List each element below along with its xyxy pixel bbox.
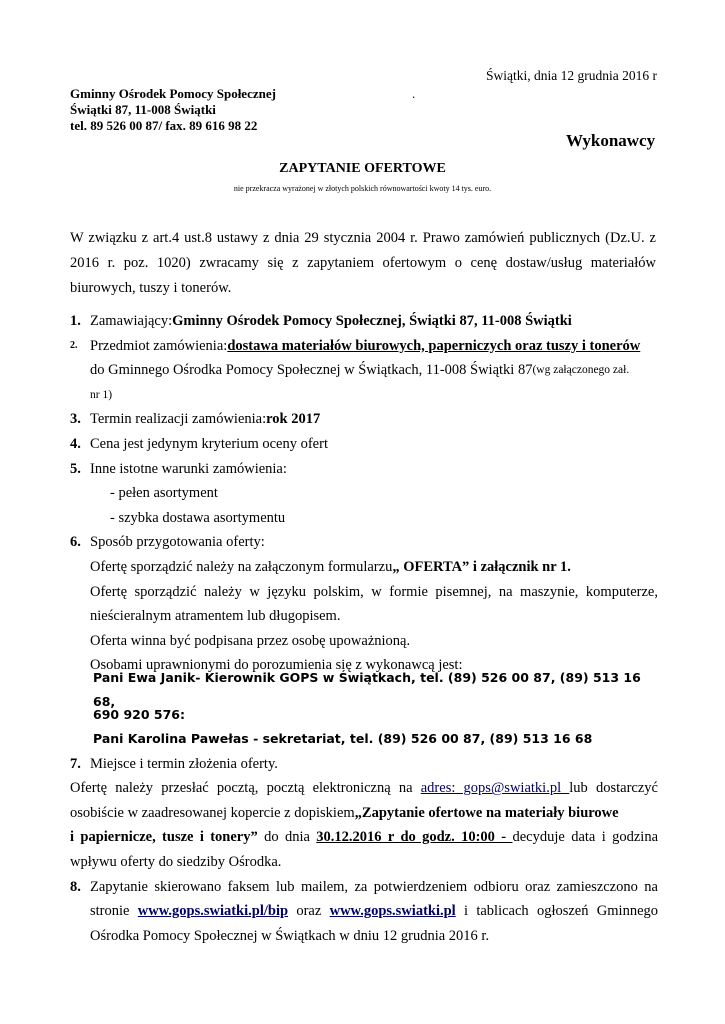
item-1	[70, 309, 658, 334]
item-label: Termin realizacji zamówienia:	[90, 411, 267, 428]
item-number: 8.	[70, 878, 81, 895]
item-text: Ofertę sporządzić należy na załączonym formularzu	[90, 558, 393, 575]
item-8-line	[70, 924, 658, 949]
item-ref: (wg załączonego zał.	[532, 364, 630, 377]
item-number: 6.	[70, 534, 81, 551]
item-4	[70, 432, 658, 457]
contact-text: Pani Karolina Pawełas - sekretariat, tel. (89) 526 00 87, (89) 513 16 68	[93, 731, 593, 747]
item-text-part: stronie	[90, 903, 138, 920]
item-2	[70, 334, 658, 359]
item-7-line	[70, 825, 658, 850]
item-text-part: decyduje data i godzina	[512, 829, 658, 846]
sub-item: - szybka dostawa asortymentu	[110, 509, 286, 526]
item-3	[70, 407, 658, 432]
title-note: nie przekracza wyrażonej w złotych polskich równowartości kwoty 14 tys. euro.	[233, 184, 492, 193]
contact-person	[70, 669, 658, 710]
intro-paragraph: W związku z art.4 ust.8 ustawy z dnia 29 stycznia 2004 r. Prawo zamówień publicznych (Dz.U. z 2016 r. poz. 1020) zwracamy się z zapytaniem ofertowym o cenę dostaw/usług materiałów biurowych, tuszy i tonerów.	[70, 230, 656, 297]
item-5	[70, 457, 658, 482]
website-link[interactable]: www.gops.swiatki.pl	[329, 903, 456, 920]
item-number: 4.	[70, 435, 81, 452]
item-2-cont	[70, 358, 658, 383]
item-text-bold: i papiernicze, tusze i tonery”	[70, 829, 258, 846]
item-7-line	[70, 801, 658, 826]
item-text-part: do dnia	[257, 829, 317, 846]
item-6-line	[70, 555, 658, 580]
item-5-sub	[70, 506, 658, 531]
item-label: Sposób przygotowania oferty:	[90, 534, 265, 551]
item-number: 5.	[70, 460, 81, 477]
item-8	[70, 875, 658, 900]
sub-item: - pełen asortyment	[110, 485, 218, 502]
item-number: 1.	[70, 313, 81, 329]
item-6-line	[70, 580, 658, 605]
item-label: Miejsce i termin złożenia oferty.	[90, 755, 278, 772]
item-7-line	[70, 850, 658, 875]
item-label: Inne istotne warunki zamówienia:	[90, 460, 287, 477]
item-number: 7.	[70, 755, 81, 772]
item-text	[70, 825, 658, 850]
item-label: Zamawiający:	[90, 313, 173, 329]
item-5-sub	[70, 481, 658, 506]
item-value: Gminny Ośrodek Pomocy Społecznej, Świątki 87, 11-008 Świątki	[172, 313, 572, 329]
item-number: 2.	[70, 339, 78, 351]
item-text: nieścieralnym atramentem lub długopisem.	[90, 608, 341, 625]
item-text: Zapytanie skierowano faksem lub mailem, za potwierdzeniem odbioru oraz zamieszczono na	[90, 878, 658, 895]
deadline: 30.12.2016 r do godz. 10:00 -	[316, 829, 513, 846]
item-2-ref	[70, 383, 658, 408]
item-text	[90, 899, 658, 924]
sender-phone: tel. 89 526 00 87/ fax. 89 616 98 22	[70, 118, 258, 133]
item-8-line	[70, 899, 658, 924]
sender-block	[70, 86, 276, 134]
stray-dot: .	[412, 86, 416, 101]
recipient: Wykonawcy	[566, 131, 656, 150]
item-text: wpływu oferty do siedziby Ośrodka.	[70, 854, 282, 871]
item-text-part: lub dostarczyć	[569, 780, 658, 797]
contact-person	[70, 727, 658, 752]
item-text: Oferta winna być podpisana przez osobę upoważnioną.	[90, 632, 411, 649]
item-text-bold: „ OFERTA” i załącznik nr 1.	[392, 558, 571, 575]
bip-link[interactable]: www.gops.swiatki.pl/bip	[137, 903, 289, 920]
item-text-part: oraz	[288, 903, 330, 920]
item-label: Cena jest jedynym kryterium oceny ofert	[90, 435, 328, 452]
sender-name: Gminny Ośrodek Pomocy Społecznej	[70, 86, 276, 101]
item-6-line	[70, 604, 658, 629]
item-6	[70, 530, 658, 555]
item-7	[70, 752, 658, 777]
item-number: 3.	[70, 411, 81, 428]
item-text: Ośrodka Pomocy Społecznej w Świątkach w dniu 12 grudnia 2016 r.	[90, 927, 490, 944]
document-date: Świątki, dnia 12 grudnia 2016 r	[486, 68, 657, 83]
item-text-part: i tablicach ogłoszeń Gminnego	[455, 903, 659, 920]
item-text: Ofertę sporządzić należy w języku polskim, w formie pisemnej, na maszynie, komputerze,	[90, 583, 658, 600]
item-text-part: Ofertę należy przesłać pocztą, pocztą elektroniczną na	[70, 780, 421, 797]
contact-text: 690 920 576:	[93, 706, 185, 722]
item-6-line	[70, 629, 658, 654]
item-text	[70, 776, 658, 801]
item-text: osobiście w zaadresowanej kopercie z dopiskiem	[70, 804, 355, 821]
item-value: rok 2017	[266, 411, 321, 428]
item-value: dostawa materiałów biurowych, paperniczych oraz tuszy i tonerów	[227, 337, 641, 354]
item-label: Przedmiot zamówienia:	[90, 337, 228, 354]
item-7-line	[70, 776, 658, 801]
item-text: do Gminnego Ośrodka Pomocy Społecznej w Świątkach, 11-008 Świątki 87	[90, 362, 533, 379]
items-list	[70, 309, 658, 948]
contact-text: Pani Ewa Janik- Kierownik GOPS w Świątkach, tel. (89) 526 00 87, (89) 513 16 68,	[93, 669, 641, 710]
document-title: ZAPYTANIE OFERTOWE	[279, 161, 446, 176]
item-ref-cont: nr 1)	[90, 388, 113, 401]
item-text-bold: „Zapytanie ofertowe na materiały biurowe	[354, 804, 619, 821]
email-link[interactable]: adres: gops@swiatki.pl	[420, 780, 570, 797]
sender-address: Świątki 87, 11-008 Świątki	[70, 102, 216, 117]
item-text: Osobami uprawnionymi do porozumienia się z wykonawcą jest:	[90, 657, 463, 674]
